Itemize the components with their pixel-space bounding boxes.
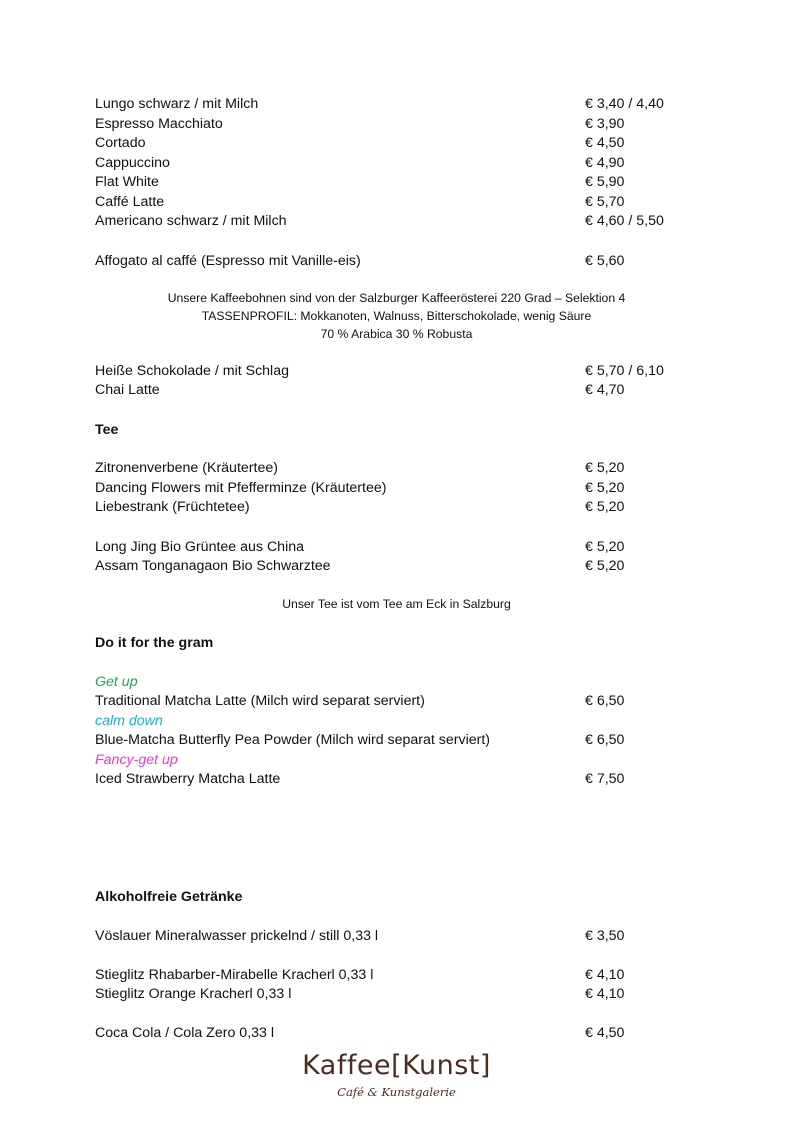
item-name: Cappuccino xyxy=(95,155,170,171)
menu-item xyxy=(95,557,715,576)
section-heading-tea: Tee xyxy=(95,422,119,438)
item-price: € 5,70 / 6,10 xyxy=(585,363,664,379)
tea-note: Unser Tee ist vom Tee am Eck in Salzburg xyxy=(282,597,511,611)
menu-item xyxy=(95,381,715,400)
menu-item xyxy=(95,966,715,985)
item-price: € 5,20 xyxy=(585,480,625,496)
item-price: € 3,40 / 4,40 xyxy=(585,96,664,112)
section-heading-soft-drinks: Alkoholfreie Getränke xyxy=(95,889,243,905)
logo-tagline: Café & Kunstgalerie xyxy=(337,1085,456,1099)
item-tag: Get up xyxy=(95,674,138,690)
menu-item xyxy=(95,173,715,192)
menu-item xyxy=(95,115,715,134)
item-price: € 3,50 xyxy=(585,928,625,944)
item-price: € 4,50 xyxy=(585,135,625,151)
item-name: Dancing Flowers mit Pfefferminze (Kräutertee) xyxy=(95,480,387,496)
item-price: € 6,50 xyxy=(585,732,625,748)
item-name: Lungo schwarz / mit Milch xyxy=(95,96,259,112)
item-tag: calm down xyxy=(95,713,163,729)
menu-item xyxy=(95,692,715,711)
item-price: € 5,70 xyxy=(585,194,625,210)
item-name: Traditional Matcha Latte (Milch wird separat serviert) xyxy=(95,693,425,709)
menu-item xyxy=(95,479,715,498)
item-price: € 4,70 xyxy=(585,382,625,398)
menu-item xyxy=(95,95,715,114)
menu-item xyxy=(95,498,715,517)
item-price: € 4,90 xyxy=(585,155,625,171)
item-name: Heiße Schokolade / mit Schlag xyxy=(95,363,289,379)
menu-item xyxy=(95,459,715,478)
item-price: € 7,50 xyxy=(585,771,625,787)
menu-item xyxy=(95,252,715,271)
menu-item xyxy=(95,134,715,153)
item-name: Liebestrank (Früchtetee) xyxy=(95,499,250,515)
item-price: € 5,20 xyxy=(585,460,625,476)
item-price: € 5,20 xyxy=(585,558,625,574)
item-price: € 3,90 xyxy=(585,116,625,132)
item-name: Blue-Matcha Butterfly Pea Powder (Milch wird separat serviert) xyxy=(95,732,491,748)
item-price: € 4,60 / 5,50 xyxy=(585,213,664,229)
menu-item xyxy=(95,927,715,946)
bean-note-line: TASSENPROFIL: Mokkanoten, Walnuss, Bitterschokolade, wenig Säure xyxy=(201,309,592,323)
brand-logo xyxy=(0,1049,793,1100)
menu-item xyxy=(95,538,715,557)
item-price: € 4,10 xyxy=(585,967,625,983)
menu-item xyxy=(95,1024,715,1043)
item-name: Affogato al caffé (Espresso mit Vanille-eis) xyxy=(95,253,361,269)
item-name: Cortado xyxy=(95,135,146,151)
item-name: Caffé Latte xyxy=(95,194,165,210)
menu-item xyxy=(95,154,715,173)
item-price: € 5,20 xyxy=(585,499,625,515)
menu-item xyxy=(95,362,715,381)
menu-item xyxy=(95,193,715,212)
item-price: € 4,10 xyxy=(585,986,625,1002)
item-name: Assam Tonganagaon Bio Schwarztee xyxy=(95,558,331,574)
item-name: Stieglitz Rhabarber-Mirabelle Kracherl 0,33 l xyxy=(95,967,374,983)
bean-note-line: 70 % Arabica 30 % Robusta xyxy=(320,327,473,341)
item-price: € 4,50 xyxy=(585,1025,625,1041)
menu-item xyxy=(95,770,715,789)
item-name: Stieglitz Orange Kracherl 0,33 l xyxy=(95,986,292,1002)
item-price: € 6,50 xyxy=(585,693,625,709)
section-heading-gram: Do it for the gram xyxy=(95,635,214,651)
item-price: € 5,90 xyxy=(585,174,625,190)
item-name: Long Jing Bio Grüntee aus China xyxy=(95,539,305,555)
item-name: Espresso Macchiato xyxy=(95,116,223,132)
item-price: € 5,20 xyxy=(585,539,625,555)
logo-wordmark: Kaffee[Kunst] xyxy=(302,1050,491,1081)
item-name: Vöslauer Mineralwasser prickelnd / still 0,33 l xyxy=(95,928,379,944)
item-name: Americano schwarz / mit Milch xyxy=(95,213,287,229)
bean-note-line: Unsere Kaffeebohnen sind von der Salzburger Kaffeerösterei 220 Grad – Selektion 4 xyxy=(167,291,626,305)
item-price: € 5,60 xyxy=(585,253,625,269)
item-name: Zitronenverbene (Kräutertee) xyxy=(95,460,278,476)
item-name: Iced Strawberry Matcha Latte xyxy=(95,771,281,787)
item-name: Flat White xyxy=(95,174,159,190)
item-name: Coca Cola / Cola Zero 0,33 l xyxy=(95,1025,275,1041)
item-tag: Fancy-get up xyxy=(95,752,178,768)
menu-item xyxy=(95,731,715,750)
item-name: Chai Latte xyxy=(95,382,160,398)
menu-item xyxy=(95,212,715,231)
menu-item xyxy=(95,985,715,1004)
